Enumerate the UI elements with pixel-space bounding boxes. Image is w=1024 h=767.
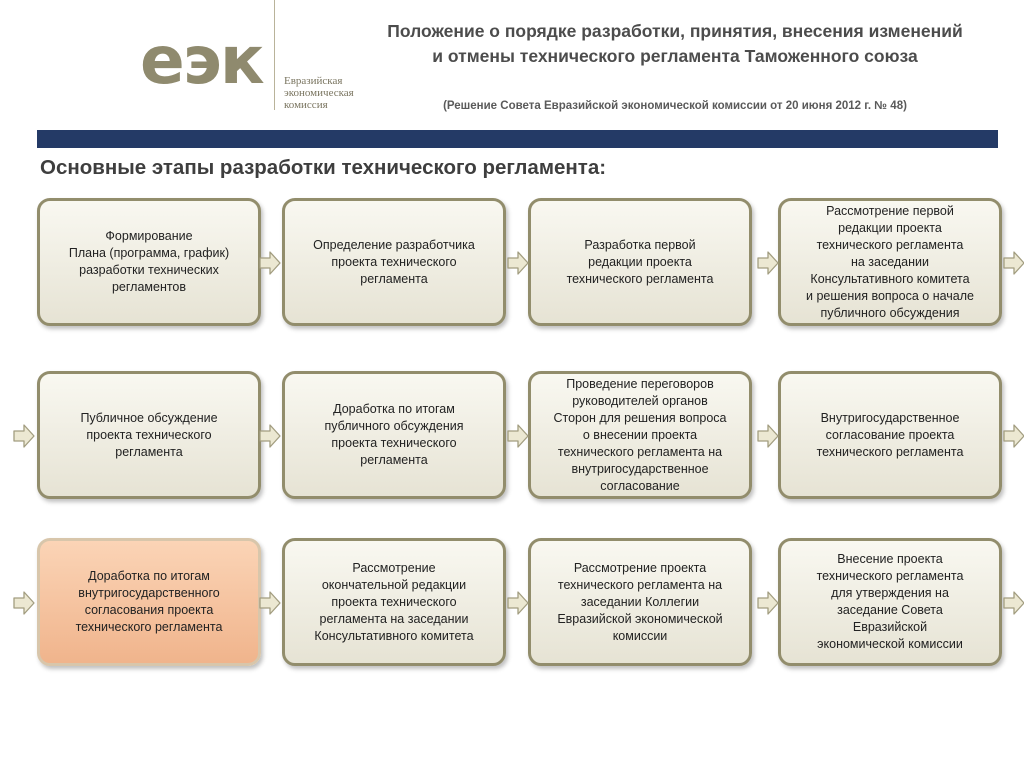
process-step-label: Рассмотрение проекта технического регламента на заседании Коллегии Евразийской экономической комиссии (557, 560, 723, 643)
logo-mark: еэк (140, 22, 263, 99)
section-heading: Основные этапы разработки технического регламента: (40, 156, 607, 179)
process-step-label: Доработка по итогам публичного обсуждения проекта технического регламента (324, 402, 464, 467)
process-step (778, 371, 1002, 499)
right-arrow-icon (1003, 590, 1024, 616)
right-arrow-icon (507, 590, 529, 616)
right-arrow-icon (757, 423, 779, 449)
right-arrow-icon (259, 423, 281, 449)
right-arrow-icon (757, 590, 779, 616)
page-title-line: Положение о порядке разработки, принятия, внесения изменений (387, 21, 963, 41)
right-arrow-icon (757, 250, 779, 276)
process-step (37, 538, 261, 666)
logo-caption-line: комиссия (284, 99, 328, 111)
process-step-label: Определение разработчика проекта технического регламента (313, 237, 475, 286)
process-step (282, 198, 506, 326)
right-arrow-icon (259, 590, 281, 616)
process-step (37, 371, 261, 499)
process-step-label: Публичное обсуждение проекта технического регламента (80, 410, 218, 459)
right-arrow-icon (259, 250, 281, 276)
process-step-label: Формирование Плана (программа, график) разработки технических регламентов (68, 229, 230, 294)
right-arrow-icon (507, 423, 529, 449)
process-step (528, 371, 752, 499)
process-step (528, 538, 752, 666)
right-arrow-icon (507, 250, 529, 276)
process-step-label: Рассмотрение окончательной редакции проекта технического регламента на заседании Консультативного комитета (314, 560, 474, 643)
process-step (778, 538, 1002, 666)
right-arrow-icon (1003, 423, 1024, 449)
process-step-label: Проведение переговоров руководителей органов Сторон для решения вопроса о внесении проекта технического регламента на внутригосударственное согласование (553, 376, 727, 493)
page-title-line: и отмены технического регламента Таможенного союза (432, 46, 918, 66)
process-step (282, 371, 506, 499)
process-step (528, 198, 752, 326)
process-step-label: Рассмотрение первой редакции проекта технического регламента на заседании Консультативного комитета и решения вопроса о начале публичного обсуждения (806, 203, 974, 320)
right-arrow-icon (13, 590, 35, 616)
process-step-label: Внесение проекта технического регламента для утверждения на заседание Совета Евразийской экономической комиссии (816, 552, 964, 651)
page-subtitle: (Решение Совета Евразийской экономической комиссии от 20 июня 2012 г. № 48) (443, 100, 907, 112)
process-step (778, 198, 1002, 326)
logo-caption-line: Евразийская (284, 75, 343, 87)
right-arrow-icon (13, 423, 35, 449)
right-arrow-icon (1003, 250, 1024, 276)
header-bar (37, 130, 998, 148)
process-step-label: Разработка первой редакции проекта технического регламента (566, 237, 714, 286)
process-step-label: Внутригосударственное согласование проекта технического регламента (816, 410, 964, 459)
logo-divider (274, 0, 275, 110)
logo-caption-line: экономическая (284, 87, 354, 99)
process-step-label: Доработка по итогам внутригосударственного согласования проекта технического регламента (75, 569, 223, 634)
page-title (330, 19, 1020, 69)
process-step (37, 198, 261, 326)
process-step (282, 538, 506, 666)
